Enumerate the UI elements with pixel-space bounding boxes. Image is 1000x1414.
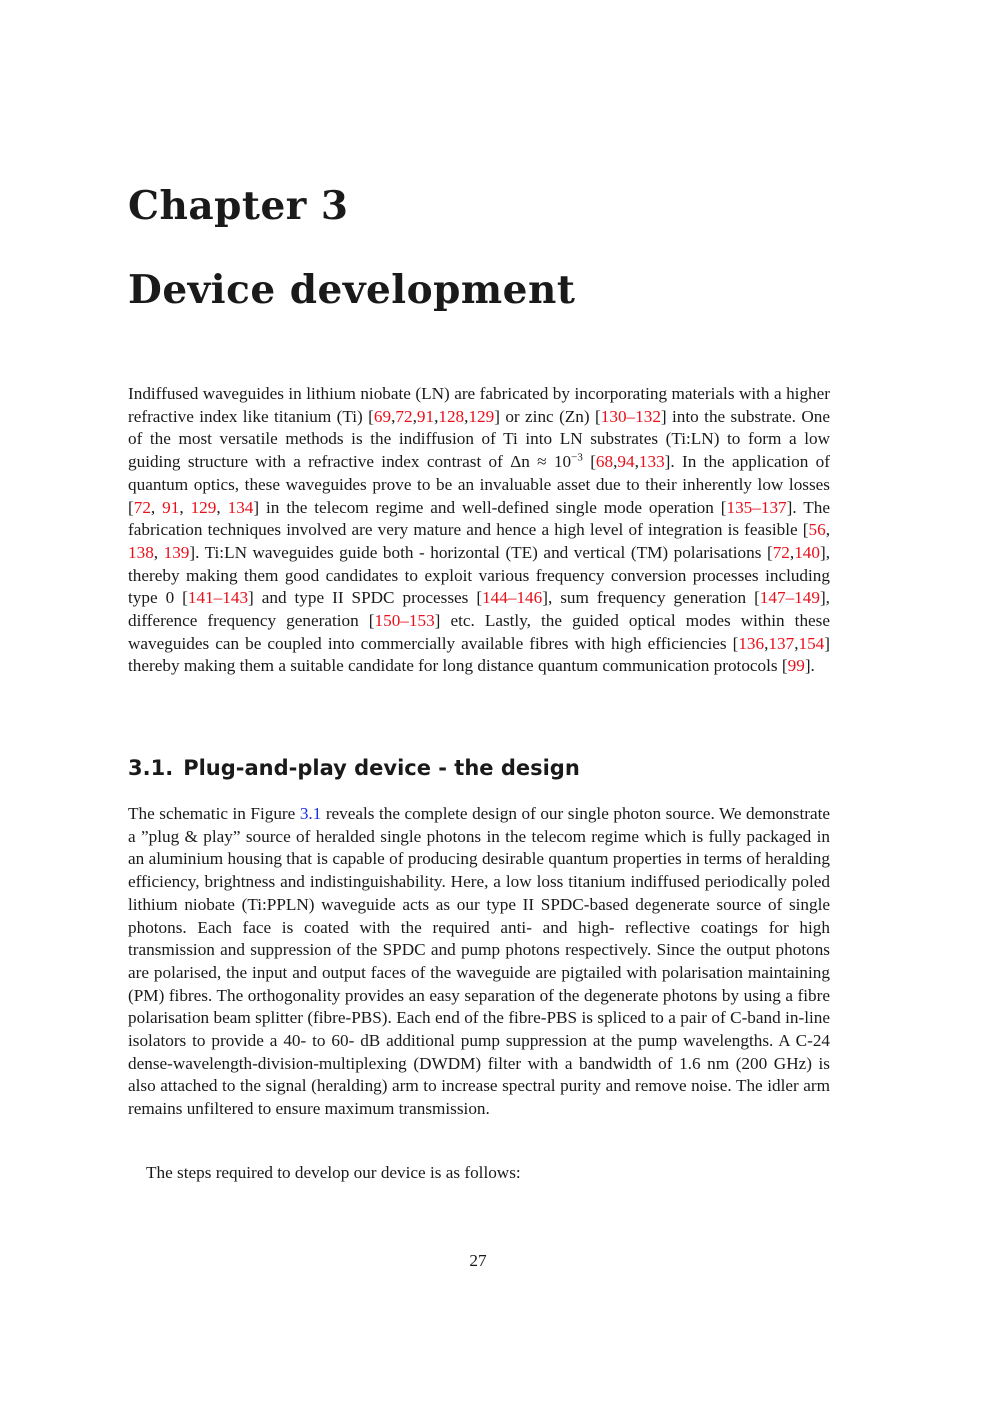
citation-link[interactable]: 128 [438, 406, 465, 426]
citation-link[interactable]: 130–132 [600, 406, 661, 426]
text: ]. Ti:LN waveguides guide both - horizontal (TE) and vertical (TM) polarisations [ [189, 542, 773, 562]
text: ]. The fabrication techniques involved are very mature and hence a high level of integration is feasible [ [128, 497, 831, 540]
citation-link[interactable]: 91 [416, 406, 435, 426]
citation-link[interactable]: 133 [638, 452, 665, 472]
text: Indiffused waveguides in lithium niobate (LN) are fabricated by incorporating materials with a higher refractive index like titanium (Ti) [ [128, 384, 830, 426]
section-title: Plug-and-play device - the design [183, 756, 580, 780]
citation-link[interactable]: 150–153 [374, 611, 435, 631]
citation-link[interactable]: 129 [468, 406, 495, 426]
section-number: 3.1. [128, 756, 174, 780]
text: ], sum frequency generation [ [542, 588, 760, 608]
citation-link[interactable]: 72 [133, 497, 151, 517]
exponent: −3 [571, 451, 583, 464]
citation-link[interactable]: 91 [162, 497, 180, 517]
design-paragraph [128, 803, 830, 1121]
steps-paragraph: The steps required to develop our device is as follows: [146, 1163, 521, 1182]
text: ] in the telecom regime and well-defined single mode operation [ [253, 497, 727, 517]
citation-link[interactable]: 138 [128, 542, 154, 562]
text: ], difference frequency generation [ [128, 588, 830, 631]
citation-link[interactable]: 94 [617, 452, 635, 472]
citation-link[interactable]: 56 [808, 520, 826, 540]
citation-link[interactable]: 154 [798, 633, 825, 653]
citation-link[interactable]: 140 [794, 542, 820, 562]
text: ]. [804, 656, 815, 676]
figure-ref-link[interactable]: 3.1 [299, 804, 322, 823]
text: ], thereby making them good candidates to exploit various frequency conversion processes including type 0 [ [128, 542, 830, 608]
citation-link[interactable]: 136 [738, 633, 765, 653]
citation-link[interactable]: 68 [595, 452, 614, 472]
citation-link[interactable]: 99 [787, 656, 805, 676]
text: ]. In the application of quantum optics, these waveguides prove to be an invaluable asset due to their inherently low losses [ [128, 452, 831, 517]
citation-link[interactable]: 141–143 [187, 588, 249, 608]
citation-link[interactable]: 139 [163, 542, 190, 562]
page-number: 27 [469, 1251, 487, 1270]
citation-link[interactable]: 135–137 [726, 497, 787, 517]
section-heading [128, 753, 580, 783]
citation-link[interactable]: 72 [772, 542, 790, 562]
citation-link[interactable]: 137 [768, 633, 795, 653]
text: ] thereby making them a suitable candidate for long distance quantum communication protocols [ [128, 633, 830, 676]
chapter-label: Chapter 3 [128, 183, 349, 229]
text: [ [582, 452, 596, 472]
citation-link[interactable]: 129 [190, 497, 217, 517]
intro-paragraph: Indiffused waveguides in lithium niobate (LN) are fabricated by incorporating materials with a higher refractive index like titanium (Ti) [69,72,91,128,129] or zinc (Zn) [130–132] into the substrate. One of the most versatile methods is the indiffusion of Ti into LN substrates (Ti:LN) to form a low guiding structure with a refractive index contrast of $\Delta n \approx 10^{-3}$ [68,94,133]. In the application of quantum optics, these waveguides prove to be an invaluable asset due to their inherently low losses [72, 91, 129, 134] in the telecom regime and well-defined single mode operation [135–137]. The fabrication techniques involved are very mature and hence a high level of integration is feasible [56, 138, 139]. Ti:LN waveguides guide both - horizontal (TE) and vertical (TM) polarisations [72,140], thereby making them good candidates to exploit various frequency conversion processes including type 0 [141–143] and type II SPDC processes [144–146], sum frequency generation [147–149], difference frequency generation [150–153] etc. Lastly, the guided optical modes within these waveguides can be coupled into commercially available fibres with high efficiencies [136,137,154] thereby making them a suitable candidate for long distance quantum communication protocols [99]. [128, 384, 831, 676]
text: ] and type II SPDC processes [ [248, 588, 483, 608]
citation-link[interactable]: 69 [373, 406, 392, 426]
text: reveals the complete design of our single photon source. We demonstrate a ”plug & play” source of heralded single photons in the telecom regime which is fully packaged in an aluminium housing that is capable of producing desirable quantum properties in terms of heralding efficiency, brightness and indistinguishability. Here, a low loss titanium indiffused periodically poled lithium niobate (Ti:PPLN) waveguide acts as our type II SPDC-based degenerate source of single photons. Each face is coated with the required anti- and high- reflective coatings for high transmission and suppression of the SPDC and pump photons respectively. Since the output photons are polarised, the input and output faces of the waveguide are pigtailed with polarisation maintaining (PM) fibres. The orthogonality provides an easy separation of the degenerate photons by using a fibre polarisation beam splitter (fibre-PBS). Each end of the fibre-PBS is spliced to a pair of C-band in-line isolators to provide a 40- to 60- dB additional pump suppression at the pump wavelengths. A C-24 dense-wavelength-division-multiplexing (DWDM) filter with a bandwidth of 1.6 nm (200 GHz) is also attached to the signal (heralding) arm to increase spectral purity and remove noise. The idler arm remains unfiltered to ensure maximum transmission. [128, 804, 831, 1119]
citation-link[interactable]: 72 [395, 406, 413, 426]
text: ] or zinc (Zn) [ [494, 406, 601, 426]
text: ] etc. Lastly, the guided optical modes within these waveguides can be coupled into commercially available fibres with high efficiencies [ [128, 611, 830, 653]
text: The schematic in Figure [128, 804, 300, 823]
citation-link[interactable]: 134 [227, 497, 254, 517]
chapter-title: Device development [128, 267, 576, 313]
text: ] into the substrate. One of the most versatile methods is the indiffusion of Ti into LN substrates (Ti:LN) to form a low guiding structure with a refractive index contrast of Δn ≈ 10 [128, 406, 830, 472]
citation-link[interactable]: 144–146 [482, 588, 543, 608]
citation-link[interactable]: 147–149 [759, 588, 820, 608]
